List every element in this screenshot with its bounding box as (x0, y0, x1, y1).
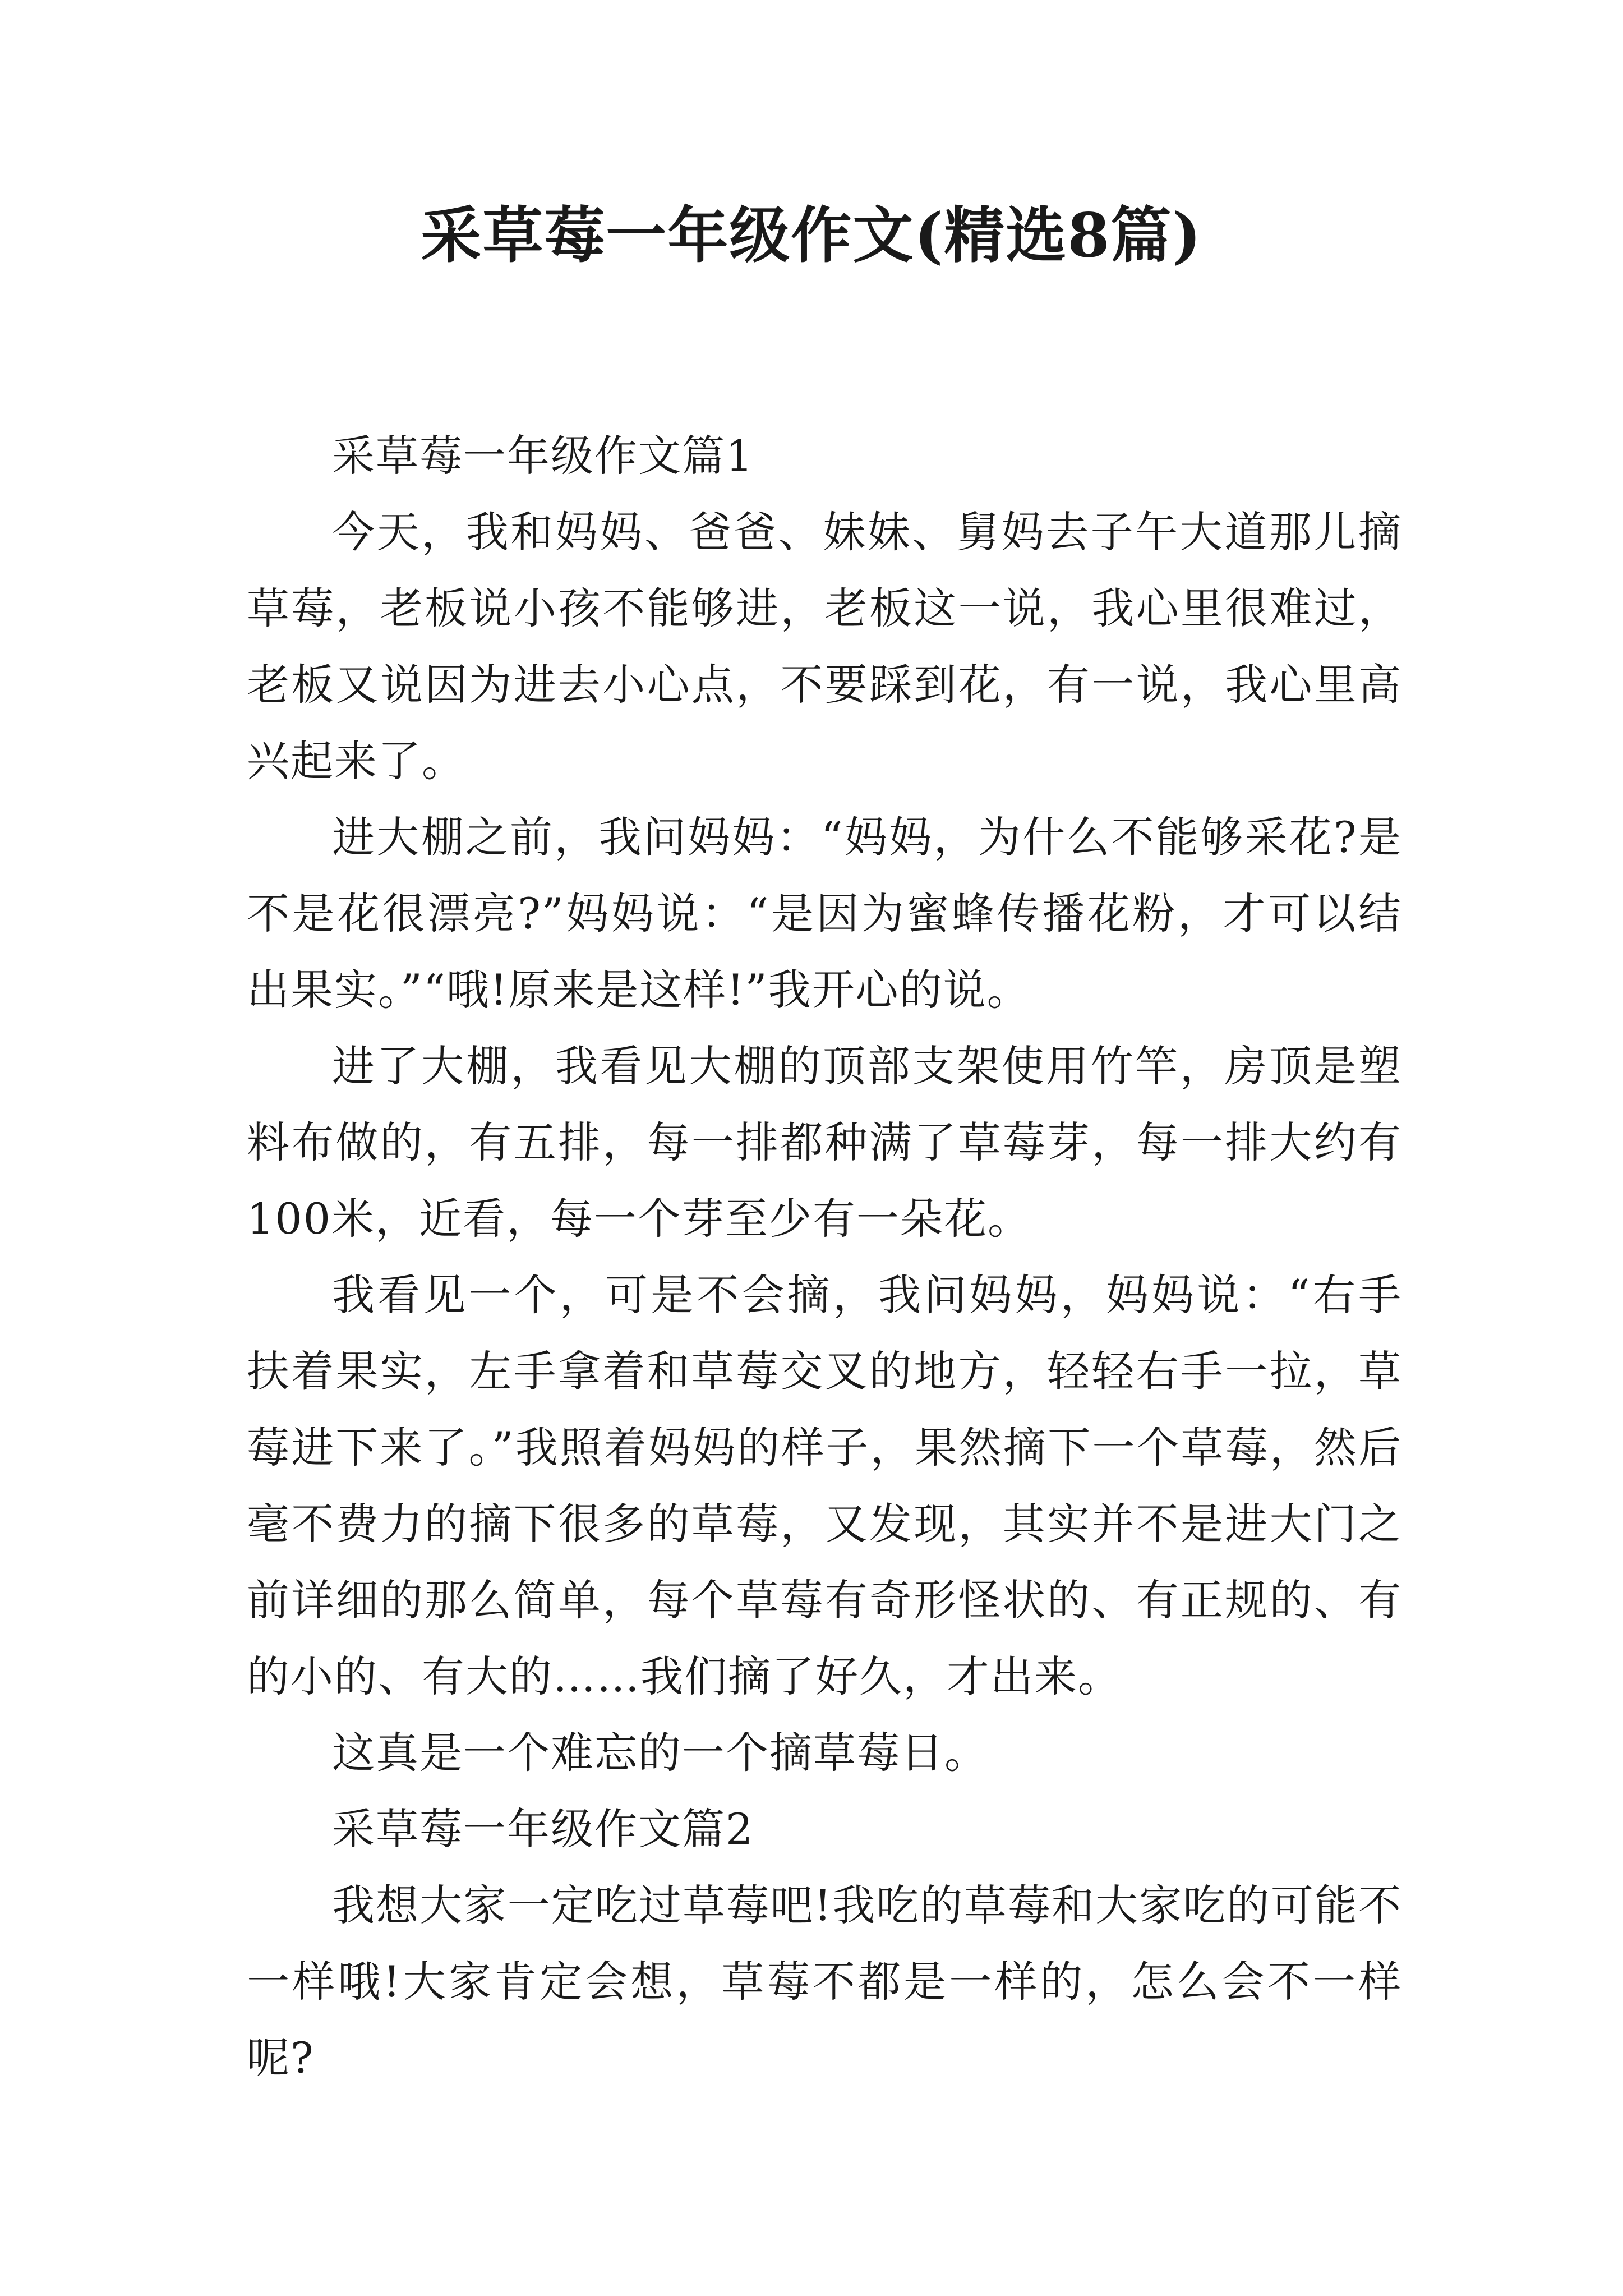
paragraph: 我想大家一定吃过草莓吧!我吃的草莓和大家吃的可能不一样哦!大家肯定会想，草莓不都是一样的，怎么会不一样呢? (247, 1880, 1402, 2083)
section-heading-1: 采草莓一年级作文篇1 (332, 431, 754, 481)
paragraph: 今天，我和妈妈、爸爸、妹妹、舅妈去子午大道那儿摘草莓，老板说小孩不能够进，老板这一说，我心里很难过，老板又说因为进去小心点，不要踩到花，有一说，我心里高兴起来了。 (247, 507, 1402, 786)
section-heading-2: 采草莓一年级作文篇2 (332, 1804, 754, 1854)
paragraph: 进了大棚，我看见大棚的顶部支架使用竹竿，房顶是塑料布做的，有五排，每一排都种满了草莓芽，每一排大约有100米，近看，每一个芽至少有一朵花。 (247, 1041, 1402, 1244)
paragraph: 我看见一个，可是不会摘，我问妈妈，妈妈说：“右手扶着果实，左手拿着和草莓交叉的地方，轻轻右手一拉，草莓进下来了。”我照着妈妈的样子，果然摘下一个草莓，然后毫不费力的摘下很多的草莓，又发现，其实并不是进大门之前详细的那么简单，每个草莓有奇形怪状的、有正规的、有的小的、有大的……我们摘了好久，才出来。 (247, 1270, 1402, 1701)
document-title: 采草莓一年级作文(精选8篇) (421, 200, 1202, 271)
paragraph: 这真是一个难忘的一个摘草莓日。 (332, 1728, 988, 1778)
document-body (247, 418, 1402, 2096)
paragraph: 进大棚之前，我问妈妈：“妈妈，为什么不能够采花?是不是花很漂亮?”妈妈说：“是因为蜜蜂传播花粉，才可以结出果实。”“哦!原来是这样!”我开心的说。 (247, 812, 1402, 1015)
